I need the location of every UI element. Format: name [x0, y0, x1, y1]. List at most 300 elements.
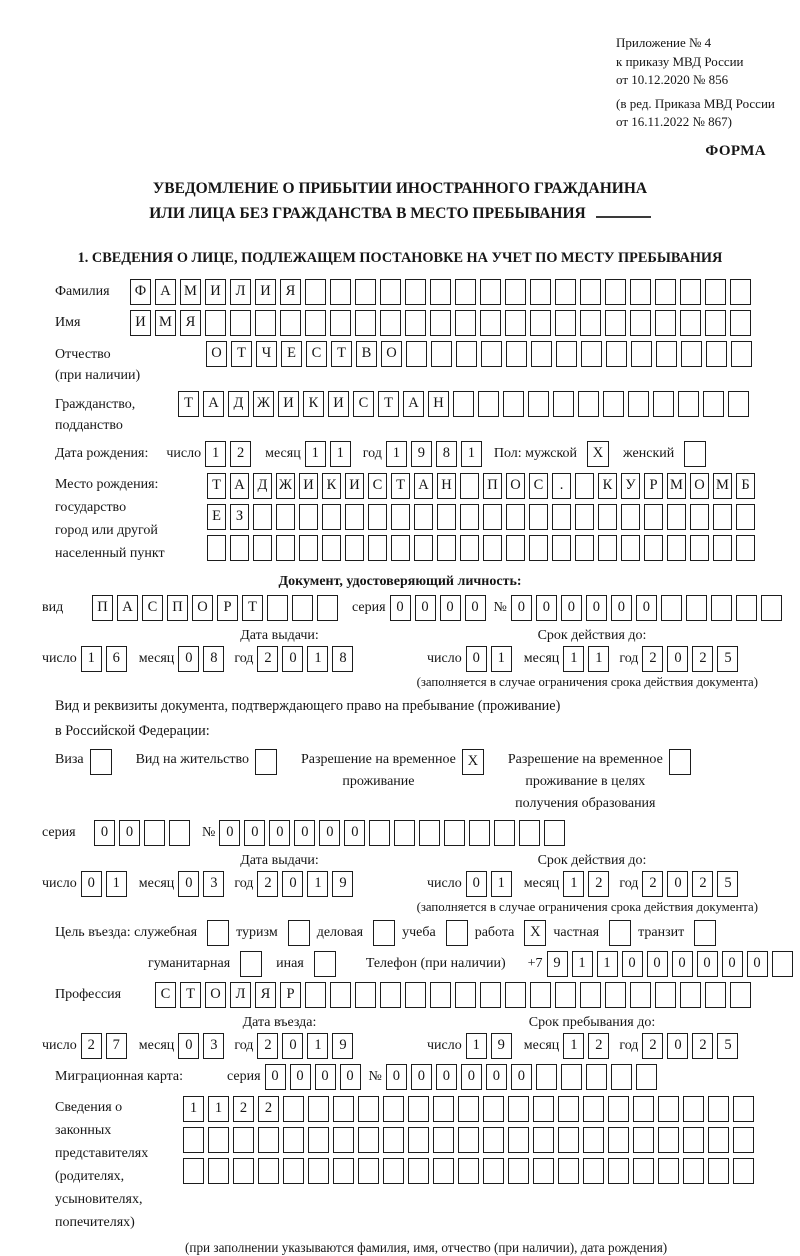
empty-cell[interactable]: [611, 1064, 632, 1090]
filled-cell[interactable]: 0: [461, 1064, 482, 1090]
filled-cell[interactable]: 2: [692, 646, 713, 672]
empty-cell[interactable]: [533, 1127, 554, 1153]
empty-cell[interactable]: [483, 1127, 504, 1153]
empty-cell[interactable]: [655, 279, 676, 305]
purpose-official-checkbox[interactable]: [207, 920, 229, 946]
filled-cell[interactable]: 0: [586, 595, 607, 621]
empty-cell[interactable]: [630, 279, 651, 305]
filled-cell[interactable]: 2: [230, 441, 251, 467]
empty-cell[interactable]: [583, 1096, 604, 1122]
empty-cell[interactable]: [736, 595, 757, 621]
education-residence-checkbox[interactable]: [669, 749, 691, 775]
empty-cell[interactable]: [483, 1096, 504, 1122]
empty-cell[interactable]: [630, 310, 651, 336]
filled-cell[interactable]: Л: [230, 279, 251, 305]
filled-cell[interactable]: С: [368, 473, 387, 499]
empty-cell[interactable]: [383, 1158, 404, 1184]
filled-cell[interactable]: С: [306, 341, 327, 367]
filled-cell[interactable]: 2: [642, 646, 663, 672]
filled-cell[interactable]: 0: [440, 595, 461, 621]
filled-cell[interactable]: 1: [563, 1033, 584, 1059]
filled-cell[interactable]: 0: [636, 595, 657, 621]
empty-cell[interactable]: [345, 504, 364, 530]
empty-cell[interactable]: [233, 1127, 254, 1153]
filled-cell[interactable]: М: [155, 310, 176, 336]
filled-cell[interactable]: И: [205, 279, 226, 305]
empty-cell[interactable]: [608, 1096, 629, 1122]
empty-cell[interactable]: [406, 341, 427, 367]
filled-cell[interactable]: И: [130, 310, 151, 336]
empty-cell[interactable]: [506, 535, 525, 561]
empty-cell[interactable]: [530, 982, 551, 1008]
filled-cell[interactable]: Л: [230, 982, 251, 1008]
filled-cell[interactable]: 1: [563, 871, 584, 897]
filled-cell[interactable]: В: [356, 341, 377, 367]
empty-cell[interactable]: [483, 535, 502, 561]
filled-cell[interactable]: Т: [391, 473, 410, 499]
empty-cell[interactable]: [575, 504, 594, 530]
empty-cell[interactable]: [530, 310, 551, 336]
empty-cell[interactable]: [394, 820, 415, 846]
empty-cell[interactable]: [661, 595, 682, 621]
empty-cell[interactable]: [317, 595, 338, 621]
filled-cell[interactable]: Е: [207, 504, 226, 530]
empty-cell[interactable]: [631, 341, 652, 367]
filled-cell[interactable]: С: [353, 391, 374, 417]
empty-cell[interactable]: [322, 535, 341, 561]
filled-cell[interactable]: А: [414, 473, 433, 499]
empty-cell[interactable]: [736, 504, 755, 530]
empty-cell[interactable]: [458, 1096, 479, 1122]
filled-cell[interactable]: 1: [572, 951, 593, 977]
filled-cell[interactable]: 3: [203, 1033, 224, 1059]
empty-cell[interactable]: [456, 341, 477, 367]
empty-cell[interactable]: [355, 279, 376, 305]
filled-cell[interactable]: К: [322, 473, 341, 499]
empty-cell[interactable]: [368, 535, 387, 561]
filled-cell[interactable]: 1: [466, 1033, 487, 1059]
filled-cell[interactable]: 0: [511, 1064, 532, 1090]
filled-cell[interactable]: 9: [547, 951, 568, 977]
filled-cell[interactable]: 9: [491, 1033, 512, 1059]
empty-cell[interactable]: [480, 310, 501, 336]
empty-cell[interactable]: [561, 1064, 582, 1090]
filled-cell[interactable]: 0: [290, 1064, 311, 1090]
empty-cell[interactable]: [644, 504, 663, 530]
empty-cell[interactable]: [183, 1158, 204, 1184]
filled-cell[interactable]: 2: [692, 871, 713, 897]
empty-cell[interactable]: [705, 310, 726, 336]
empty-cell[interactable]: [575, 473, 594, 499]
empty-cell[interactable]: [644, 535, 663, 561]
empty-cell[interactable]: [483, 504, 502, 530]
empty-cell[interactable]: [481, 341, 502, 367]
empty-cell[interactable]: [358, 1096, 379, 1122]
empty-cell[interactable]: [460, 504, 479, 530]
empty-cell[interactable]: [458, 1158, 479, 1184]
filled-cell[interactable]: 1: [597, 951, 618, 977]
filled-cell[interactable]: 0: [465, 595, 486, 621]
empty-cell[interactable]: [276, 504, 295, 530]
filled-cell[interactable]: 3: [203, 871, 224, 897]
filled-cell[interactable]: 0: [436, 1064, 457, 1090]
empty-cell[interactable]: [305, 310, 326, 336]
filled-cell[interactable]: 2: [588, 871, 609, 897]
filled-cell[interactable]: 8: [203, 646, 224, 672]
empty-cell[interactable]: [255, 310, 276, 336]
empty-cell[interactable]: [558, 1158, 579, 1184]
empty-cell[interactable]: [253, 535, 272, 561]
filled-cell[interactable]: 1: [183, 1096, 204, 1122]
empty-cell[interactable]: [708, 1158, 729, 1184]
filled-cell[interactable]: З: [230, 504, 249, 530]
empty-cell[interactable]: [730, 310, 751, 336]
filled-cell[interactable]: Ж: [253, 391, 274, 417]
empty-cell[interactable]: [690, 504, 709, 530]
empty-cell[interactable]: [437, 504, 456, 530]
empty-cell[interactable]: [529, 504, 548, 530]
empty-cell[interactable]: [680, 982, 701, 1008]
filled-cell[interactable]: 8: [332, 646, 353, 672]
filled-cell[interactable]: 0: [667, 1033, 688, 1059]
empty-cell[interactable]: [658, 1158, 679, 1184]
empty-cell[interactable]: [530, 279, 551, 305]
filled-cell[interactable]: Д: [228, 391, 249, 417]
empty-cell[interactable]: [405, 310, 426, 336]
filled-cell[interactable]: 0: [511, 595, 532, 621]
empty-cell[interactable]: [544, 820, 565, 846]
filled-cell[interactable]: Р: [644, 473, 663, 499]
filled-cell[interactable]: 0: [94, 820, 115, 846]
filled-cell[interactable]: Я: [255, 982, 276, 1008]
empty-cell[interactable]: [605, 279, 626, 305]
filled-cell[interactable]: 1: [461, 441, 482, 467]
empty-cell[interactable]: [761, 595, 782, 621]
filled-cell[interactable]: 6: [106, 646, 127, 672]
empty-cell[interactable]: [330, 982, 351, 1008]
filled-cell[interactable]: О: [690, 473, 709, 499]
empty-cell[interactable]: [708, 1096, 729, 1122]
empty-cell[interactable]: [308, 1096, 329, 1122]
empty-cell[interactable]: [603, 391, 624, 417]
empty-cell[interactable]: [183, 1127, 204, 1153]
filled-cell[interactable]: 0: [178, 871, 199, 897]
filled-cell[interactable]: 0: [282, 871, 303, 897]
empty-cell[interactable]: [405, 279, 426, 305]
empty-cell[interactable]: [419, 820, 440, 846]
empty-cell[interactable]: [276, 535, 295, 561]
temporary-residence-checkbox[interactable]: X: [462, 749, 484, 775]
male-checkbox[interactable]: X: [587, 441, 609, 467]
filled-cell[interactable]: И: [328, 391, 349, 417]
empty-cell[interactable]: [333, 1158, 354, 1184]
filled-cell[interactable]: 0: [178, 646, 199, 672]
filled-cell[interactable]: 2: [588, 1033, 609, 1059]
filled-cell[interactable]: О: [206, 341, 227, 367]
empty-cell[interactable]: [731, 341, 752, 367]
empty-cell[interactable]: [469, 820, 490, 846]
purpose-work-checkbox[interactable]: X: [524, 920, 546, 946]
empty-cell[interactable]: [678, 391, 699, 417]
empty-cell[interactable]: [558, 1127, 579, 1153]
empty-cell[interactable]: [144, 820, 165, 846]
filled-cell[interactable]: 0: [536, 595, 557, 621]
empty-cell[interactable]: [580, 279, 601, 305]
filled-cell[interactable]: 1: [588, 646, 609, 672]
empty-cell[interactable]: [308, 1127, 329, 1153]
filled-cell[interactable]: К: [598, 473, 617, 499]
filled-cell[interactable]: 0: [466, 871, 487, 897]
empty-cell[interactable]: [506, 504, 525, 530]
empty-cell[interactable]: [586, 1064, 607, 1090]
filled-cell[interactable]: Т: [378, 391, 399, 417]
empty-cell[interactable]: [581, 341, 602, 367]
filled-cell[interactable]: Т: [180, 982, 201, 1008]
empty-cell[interactable]: [208, 1127, 229, 1153]
empty-cell[interactable]: [483, 1158, 504, 1184]
empty-cell[interactable]: [169, 820, 190, 846]
filled-cell[interactable]: Ф: [130, 279, 151, 305]
filled-cell[interactable]: И: [255, 279, 276, 305]
empty-cell[interactable]: [433, 1096, 454, 1122]
empty-cell[interactable]: [460, 535, 479, 561]
empty-cell[interactable]: [503, 391, 524, 417]
empty-cell[interactable]: [608, 1158, 629, 1184]
empty-cell[interactable]: [380, 279, 401, 305]
empty-cell[interactable]: [207, 535, 226, 561]
filled-cell[interactable]: С: [529, 473, 548, 499]
empty-cell[interactable]: [667, 504, 686, 530]
filled-cell[interactable]: 0: [390, 595, 411, 621]
empty-cell[interactable]: [383, 1127, 404, 1153]
purpose-humanitarian-checkbox[interactable]: [240, 951, 262, 977]
filled-cell[interactable]: 1: [386, 441, 407, 467]
empty-cell[interactable]: [555, 982, 576, 1008]
filled-cell[interactable]: 0: [319, 820, 340, 846]
empty-cell[interactable]: [553, 391, 574, 417]
empty-cell[interactable]: [267, 595, 288, 621]
filled-cell[interactable]: 1: [491, 646, 512, 672]
filled-cell[interactable]: 0: [386, 1064, 407, 1090]
filled-cell[interactable]: 9: [411, 441, 432, 467]
filled-cell[interactable]: И: [278, 391, 299, 417]
filled-cell[interactable]: О: [506, 473, 525, 499]
filled-cell[interactable]: 2: [257, 871, 278, 897]
empty-cell[interactable]: [556, 341, 577, 367]
filled-cell[interactable]: 0: [611, 595, 632, 621]
filled-cell[interactable]: П: [483, 473, 502, 499]
purpose-transit-checkbox[interactable]: [694, 920, 716, 946]
filled-cell[interactable]: Р: [280, 982, 301, 1008]
filled-cell[interactable]: 2: [642, 1033, 663, 1059]
filled-cell[interactable]: 0: [747, 951, 768, 977]
empty-cell[interactable]: [583, 1127, 604, 1153]
empty-cell[interactable]: [708, 1127, 729, 1153]
empty-cell[interactable]: [355, 310, 376, 336]
empty-cell[interactable]: [578, 391, 599, 417]
empty-cell[interactable]: [380, 982, 401, 1008]
empty-cell[interactable]: [505, 279, 526, 305]
female-checkbox[interactable]: [684, 441, 706, 467]
empty-cell[interactable]: [345, 535, 364, 561]
empty-cell[interactable]: [506, 341, 527, 367]
empty-cell[interactable]: [633, 1096, 654, 1122]
filled-cell[interactable]: К: [303, 391, 324, 417]
empty-cell[interactable]: [322, 504, 341, 530]
empty-cell[interactable]: [458, 1127, 479, 1153]
empty-cell[interactable]: [686, 595, 707, 621]
empty-cell[interactable]: [330, 310, 351, 336]
filled-cell[interactable]: 9: [332, 1033, 353, 1059]
empty-cell[interactable]: [605, 310, 626, 336]
filled-cell[interactable]: 0: [265, 1064, 286, 1090]
filled-cell[interactable]: 1: [81, 646, 102, 672]
filled-cell[interactable]: Т: [178, 391, 199, 417]
filled-cell[interactable]: О: [381, 341, 402, 367]
filled-cell[interactable]: 1: [305, 441, 326, 467]
empty-cell[interactable]: [280, 310, 301, 336]
empty-cell[interactable]: [408, 1096, 429, 1122]
filled-cell[interactable]: 2: [257, 646, 278, 672]
empty-cell[interactable]: [508, 1127, 529, 1153]
empty-cell[interactable]: [437, 535, 456, 561]
filled-cell[interactable]: 1: [307, 646, 328, 672]
filled-cell[interactable]: 9: [332, 871, 353, 897]
filled-cell[interactable]: Ч: [256, 341, 277, 367]
purpose-other-checkbox[interactable]: [314, 951, 336, 977]
empty-cell[interactable]: [299, 504, 318, 530]
empty-cell[interactable]: [533, 1158, 554, 1184]
empty-cell[interactable]: [655, 310, 676, 336]
empty-cell[interactable]: [230, 535, 249, 561]
empty-cell[interactable]: [391, 504, 410, 530]
empty-cell[interactable]: [728, 391, 749, 417]
empty-cell[interactable]: [658, 1127, 679, 1153]
empty-cell[interactable]: [552, 504, 571, 530]
empty-cell[interactable]: [705, 279, 726, 305]
filled-cell[interactable]: М: [180, 279, 201, 305]
empty-cell[interactable]: [305, 982, 326, 1008]
filled-cell[interactable]: 1: [208, 1096, 229, 1122]
empty-cell[interactable]: [733, 1158, 754, 1184]
filled-cell[interactable]: 0: [81, 871, 102, 897]
empty-cell[interactable]: [205, 310, 226, 336]
empty-cell[interactable]: [598, 535, 617, 561]
filled-cell[interactable]: А: [203, 391, 224, 417]
empty-cell[interactable]: [656, 341, 677, 367]
empty-cell[interactable]: [505, 982, 526, 1008]
empty-cell[interactable]: [690, 535, 709, 561]
residence-permit-checkbox[interactable]: [255, 749, 277, 775]
empty-cell[interactable]: [308, 1158, 329, 1184]
filled-cell[interactable]: Д: [253, 473, 272, 499]
filled-cell[interactable]: П: [167, 595, 188, 621]
empty-cell[interactable]: [703, 391, 724, 417]
empty-cell[interactable]: [368, 504, 387, 530]
empty-cell[interactable]: [583, 1158, 604, 1184]
filled-cell[interactable]: 0: [178, 1033, 199, 1059]
filled-cell[interactable]: 5: [717, 871, 738, 897]
filled-cell[interactable]: 1: [106, 871, 127, 897]
empty-cell[interactable]: [736, 535, 755, 561]
filled-cell[interactable]: 1: [491, 871, 512, 897]
empty-cell[interactable]: [430, 310, 451, 336]
empty-cell[interactable]: [453, 391, 474, 417]
empty-cell[interactable]: [683, 1127, 704, 1153]
empty-cell[interactable]: [706, 341, 727, 367]
filled-cell[interactable]: 0: [647, 951, 668, 977]
empty-cell[interactable]: [405, 982, 426, 1008]
filled-cell[interactable]: И: [299, 473, 318, 499]
empty-cell[interactable]: [233, 1158, 254, 1184]
empty-cell[interactable]: [480, 279, 501, 305]
empty-cell[interactable]: [653, 391, 674, 417]
empty-cell[interactable]: [608, 1127, 629, 1153]
filled-cell[interactable]: 0: [294, 820, 315, 846]
empty-cell[interactable]: [333, 1096, 354, 1122]
empty-cell[interactable]: [711, 595, 732, 621]
empty-cell[interactable]: [455, 982, 476, 1008]
filled-cell[interactable]: 0: [667, 646, 688, 672]
filled-cell[interactable]: 0: [282, 646, 303, 672]
visa-checkbox[interactable]: [90, 749, 112, 775]
filled-cell[interactable]: .: [552, 473, 571, 499]
filled-cell[interactable]: 0: [219, 820, 240, 846]
empty-cell[interactable]: [414, 535, 433, 561]
empty-cell[interactable]: [380, 310, 401, 336]
filled-cell[interactable]: А: [117, 595, 138, 621]
filled-cell[interactable]: Т: [207, 473, 226, 499]
empty-cell[interactable]: [292, 595, 313, 621]
empty-cell[interactable]: [558, 1096, 579, 1122]
filled-cell[interactable]: Т: [231, 341, 252, 367]
empty-cell[interactable]: [391, 535, 410, 561]
empty-cell[interactable]: [683, 1158, 704, 1184]
empty-cell[interactable]: [713, 504, 732, 530]
empty-cell[interactable]: [444, 820, 465, 846]
filled-cell[interactable]: Ж: [276, 473, 295, 499]
filled-cell[interactable]: 0: [340, 1064, 361, 1090]
filled-cell[interactable]: О: [192, 595, 213, 621]
filled-cell[interactable]: У: [621, 473, 640, 499]
filled-cell[interactable]: А: [230, 473, 249, 499]
empty-cell[interactable]: [630, 982, 651, 1008]
filled-cell[interactable]: 0: [344, 820, 365, 846]
empty-cell[interactable]: [299, 535, 318, 561]
empty-cell[interactable]: [705, 982, 726, 1008]
empty-cell[interactable]: [478, 391, 499, 417]
empty-cell[interactable]: [658, 1096, 679, 1122]
empty-cell[interactable]: [455, 310, 476, 336]
filled-cell[interactable]: 0: [622, 951, 643, 977]
empty-cell[interactable]: [230, 310, 251, 336]
empty-cell[interactable]: [430, 279, 451, 305]
filled-cell[interactable]: Я: [280, 279, 301, 305]
filled-cell[interactable]: И: [345, 473, 364, 499]
empty-cell[interactable]: [713, 535, 732, 561]
filled-cell[interactable]: 7: [106, 1033, 127, 1059]
filled-cell[interactable]: 0: [561, 595, 582, 621]
empty-cell[interactable]: [480, 982, 501, 1008]
filled-cell[interactable]: 1: [330, 441, 351, 467]
filled-cell[interactable]: 0: [697, 951, 718, 977]
filled-cell[interactable]: А: [155, 279, 176, 305]
empty-cell[interactable]: [536, 1064, 557, 1090]
purpose-study-checkbox[interactable]: [446, 920, 468, 946]
empty-cell[interactable]: [555, 310, 576, 336]
filled-cell[interactable]: М: [713, 473, 732, 499]
empty-cell[interactable]: [258, 1158, 279, 1184]
